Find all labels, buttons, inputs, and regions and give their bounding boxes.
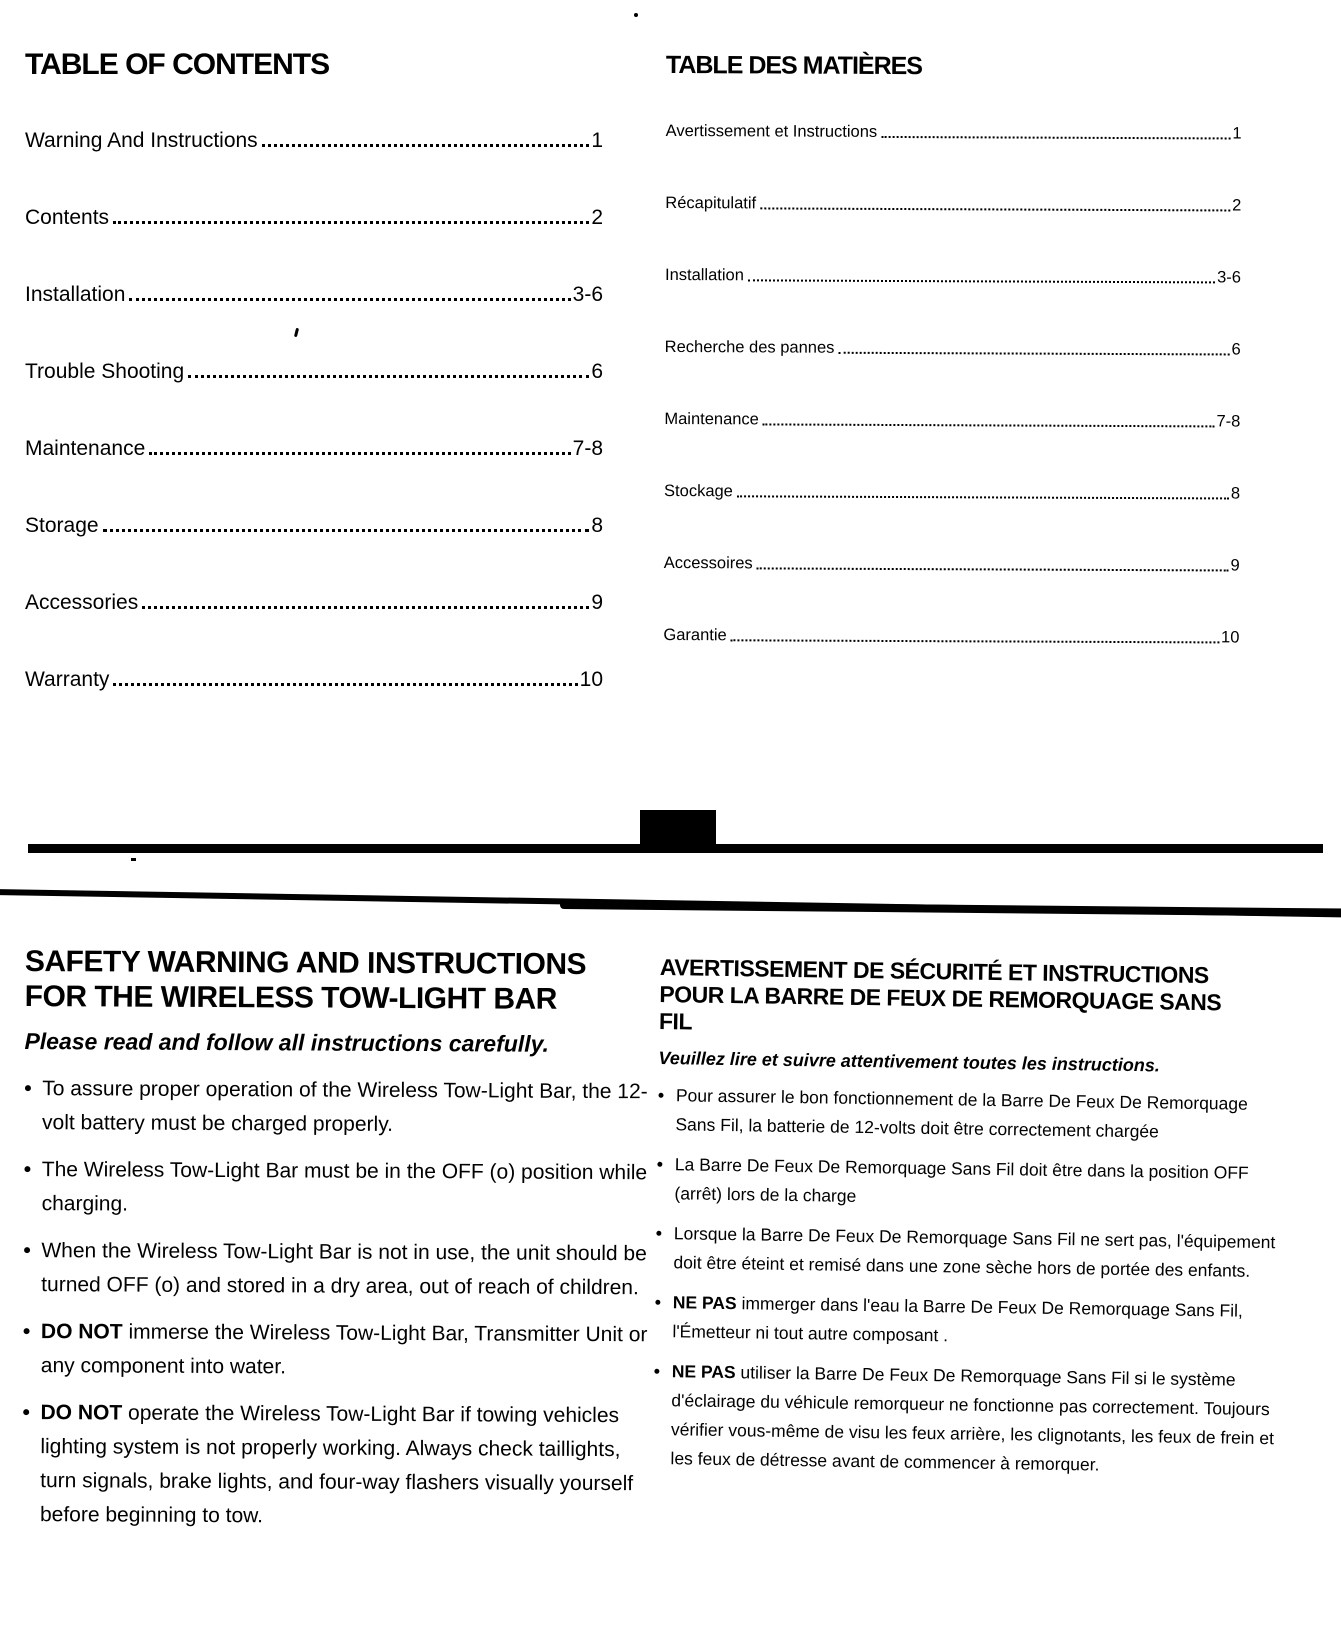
safety-bullet [657, 1081, 1286, 1148]
safety-french-heading [659, 954, 1288, 1044]
safety-heading-line: FIL [658, 1007, 693, 1035]
toc-entry-label: Maintenance [664, 409, 759, 429]
safety-french-section [652, 954, 1288, 1493]
bullet-text: La Barre De Feux De Remorquage Sans Fil doit être dans la position OFF (arrêt) lors de la charge [674, 1154, 1249, 1206]
bullet-text: immerse the Wireless Tow-Light Bar, Transmitter Unit or any component into water. [40, 1320, 648, 1379]
toc-entry-page: 8 [591, 514, 603, 537]
toc-english-entries [25, 128, 603, 692]
toc-dot-leader [129, 298, 570, 301]
toc-entry-page: 7-8 [572, 437, 603, 460]
safety-heading-line: AVERTISSEMENT DE SÉCURITÉ ET INSTRUCTIONS [659, 954, 1209, 989]
bullet-text: The Wireless Tow-Light Bar must be in the OFF (o) position while charging. [41, 1158, 648, 1216]
toc-entry [25, 128, 603, 153]
toc-entry-page: 8 [1230, 484, 1241, 503]
toc-entry-label: Installation [664, 265, 744, 285]
toc-entry-page: 6 [1231, 340, 1241, 359]
toc-entry [25, 513, 603, 538]
toc-entry-label: Installation [25, 283, 126, 306]
toc-entry [25, 282, 603, 307]
toc-entry-page: 2 [1232, 196, 1242, 215]
bullet-text: Pour assurer le bon fonctionnement de la Barre De Feux De Remorquage Sans Fil, la batterie de 12-volts doit être correctement chargée [675, 1085, 1248, 1142]
toc-entry-page: 9 [591, 591, 603, 614]
safety-bullet [22, 1396, 653, 1535]
toc-entry-label: Trouble Shooting [25, 360, 185, 383]
toc-entry [663, 626, 1239, 648]
toc-entry [25, 359, 603, 384]
scan-speck [131, 858, 136, 861]
toc-entry-page: 1 [591, 129, 603, 152]
toc-entry-label: Warning And Instructions [25, 129, 258, 152]
toc-dot-leader [113, 221, 589, 224]
safety-heading-line: POUR LA BARRE DE FEUX DE REMORQUAGE SANS [659, 980, 1222, 1016]
toc-entry-label: Accessoires [663, 553, 753, 573]
toc-entry [665, 194, 1241, 216]
safety-english-bullets [22, 1072, 654, 1535]
toc-entry-label: Garantie [663, 625, 727, 645]
bullet-bold-lead: DO NOT [40, 1401, 123, 1425]
toc-dot-leader [142, 606, 589, 609]
toc-french-section [663, 50, 1242, 648]
toc-entry [25, 205, 603, 230]
toc-french-title: TABLE DES MATIÈRES [665, 50, 923, 81]
safety-english-section [22, 944, 655, 1548]
toc-entry-page: 6 [591, 360, 603, 383]
bullet-bold-lead: NE PAS [671, 1361, 736, 1383]
toc-entry-page: 3-6 [1217, 268, 1242, 287]
toc-english-section [25, 48, 603, 692]
bullet-text: utiliser la Barre De Feux De Remorquage Sans Fil si le système d'éclairage du véhicule remorqueur ne fonctionne pas correctement. Toujours vérifier vous-même de visu les feux arrière, les clignotants, les feux de frein et les feux de détresse avant de commencer à remorquer. [670, 1362, 1275, 1475]
toc-entry-label: Contents [25, 206, 110, 229]
bullet-text: operate the Wireless Tow-Light Bar if towing vehicles lighting system is not properly working. Always check taillights, turn signals, brake lights, and four-way flashers visually yourself before beginning to tow. [39, 1401, 634, 1528]
toc-entry [666, 122, 1242, 144]
toc-entry-page: 9 [1230, 556, 1240, 575]
toc-dot-leader [262, 144, 590, 147]
toc-entry-label: Récapitulatif [665, 193, 757, 213]
toc-entry-page: 1 [1232, 124, 1242, 143]
toc-entry [665, 266, 1241, 288]
toc-entry [665, 338, 1241, 360]
safety-heading-line: FOR THE WIRELESS TOW-LIGHT BAR [24, 979, 557, 1016]
toc-dot-leader [737, 495, 1229, 499]
scan-speck [634, 13, 638, 17]
bullet-text: To assure proper operation of the Wireless Tow-Light Bar, the 12-volt battery must be charged properly. [42, 1077, 648, 1136]
toc-dot-leader [103, 529, 590, 532]
safety-english-heading [25, 944, 655, 1017]
safety-english-intro: Please read and follow all instructions carefully. [24, 1027, 550, 1057]
toc-entry-label: Avertissement et Instructions [665, 121, 878, 141]
safety-heading-line: SAFETY WARNING AND INSTRUCTIONS [24, 945, 587, 981]
safety-bullet [24, 1072, 654, 1143]
toc-english-title: TABLE OF CONTENTS [25, 48, 330, 81]
toc-dot-leader [838, 352, 1229, 356]
toc-entry-page: 7-8 [1216, 412, 1241, 431]
toc-entry-label: Storage [25, 514, 99, 537]
toc-dot-leader [731, 639, 1219, 643]
safety-bullet [656, 1150, 1285, 1217]
toc-entry [664, 482, 1240, 504]
safety-bullet [23, 1315, 653, 1386]
toc-entry [25, 667, 603, 692]
toc-entry-label: Maintenance [25, 437, 146, 460]
toc-dot-leader [113, 683, 577, 686]
bullet-text: Lorsque la Barre De Feux De Remorquage Sans Fil ne sert pas, l'équipement doit être éteint et remisé dans une zone sèche hors de portée des enfants. [673, 1223, 1276, 1281]
toc-entry-page: 3-6 [572, 283, 603, 306]
toc-entry-page: 10 [1221, 628, 1240, 647]
toc-entry [664, 554, 1240, 576]
toc-dot-leader [188, 375, 589, 378]
safety-bullet [654, 1288, 1283, 1355]
toc-entry-page: 2 [591, 206, 603, 229]
bullet-text: When the Wireless Tow-Light Bar is not in use, the unit should be turned OFF (o) and stored in a dry area, out of reach of children. [41, 1239, 647, 1300]
toc-entry-label: Recherche des pannes [664, 337, 835, 357]
toc-entry [664, 410, 1240, 432]
toc-dot-leader [757, 567, 1229, 571]
toc-dot-leader [149, 452, 570, 455]
toc-entry-label: Accessories [25, 591, 139, 614]
divider-line [28, 844, 1323, 853]
toc-dot-leader [763, 423, 1215, 427]
safety-bullet [24, 1153, 654, 1224]
page-edge-scan-line [560, 901, 1341, 917]
toc-french-entries [663, 122, 1241, 648]
toc-dot-leader [760, 207, 1230, 211]
safety-bullet [23, 1234, 653, 1305]
toc-dot-leader [881, 136, 1230, 140]
toc-entry-label: Warranty [25, 668, 110, 691]
safety-french-bullets [652, 1081, 1286, 1482]
toc-entry-label: Stockage [664, 481, 733, 501]
toc-dot-leader [748, 279, 1215, 283]
toc-entry [25, 436, 603, 461]
safety-french-intro: Veuillez lire et suivre attentivement toutes les instructions. [658, 1047, 1161, 1076]
toc-entry-page: 10 [579, 668, 603, 691]
bullet-text: immerger dans l'eau la Barre De Feux De Remorquage Sans Fil, l'Émetteur ni tout autre composant . [672, 1293, 1243, 1346]
safety-bullet [652, 1357, 1282, 1482]
bullet-bold-lead: NE PAS [672, 1292, 737, 1314]
bullet-bold-lead: DO NOT [40, 1320, 123, 1344]
toc-entry [25, 590, 603, 615]
safety-bullet [655, 1219, 1284, 1286]
